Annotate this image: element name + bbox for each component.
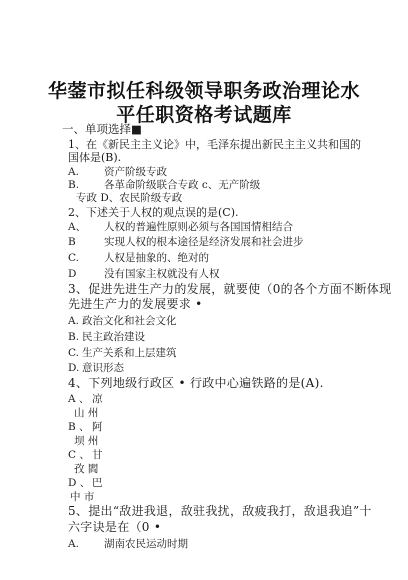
question-1-stem-line-2: 国体是(B). bbox=[68, 151, 122, 164]
question-3-option-d-letter: D. bbox=[68, 362, 80, 374]
question-3-option-d-text: 意识形态 bbox=[82, 362, 124, 374]
question-1-option-a-letter: A. bbox=[68, 166, 79, 178]
question-1-option-b-text: 各革命阶级联合专政 c、无产阶级 bbox=[104, 179, 261, 191]
question-4-stem: 4、下列地级行政区 • 行政中心遍铁路的是(A). bbox=[68, 376, 324, 390]
question-3-stem-line-1: 3、促进先进生产力的发展，就要使（0的各个方面不断体现 bbox=[68, 282, 392, 296]
question-1-option-cd-text: 专政 D、农民阶级专政 bbox=[76, 192, 183, 204]
question-2-option-d-letter: D bbox=[68, 268, 77, 280]
question-4-option-a-text-2: 山 州 bbox=[74, 407, 99, 419]
question-1-option-a-text: 资产阶级专政 bbox=[104, 166, 167, 178]
question-1-stem-line-1: 1、在《新民主主义论》中，毛泽东提出新民主主义共和国的 bbox=[68, 138, 361, 151]
question-3-option-b-letter: B. bbox=[68, 331, 80, 343]
question-5-stem-line-1: 5、提出“敌进我退，敌驻我扰，敌疲我打，敌退我追”十 bbox=[68, 504, 372, 518]
question-2-option-b-text: 实现人权的根本途径是经济发展和社会进步 bbox=[104, 236, 304, 248]
page-title-line-1: 华蓥市拟任科级领导职务政治理论水 bbox=[47, 80, 360, 102]
question-4-option-b-letter: B 、 bbox=[68, 421, 90, 433]
question-2-option-c-text: 人权是抽象的、绝对的 bbox=[104, 252, 209, 264]
question-3-option-c-letter: C. bbox=[68, 347, 79, 359]
question-2-option-c-letter: C. bbox=[68, 252, 79, 264]
question-2-option-a-letter: A、 bbox=[68, 221, 87, 233]
question-5-stem-line-2: 六字诀是在（0 • bbox=[68, 520, 162, 534]
question-4-option-c-letter: C 、 bbox=[68, 449, 90, 461]
question-3-stem-line-2: 先进生产力的发展要求 • bbox=[68, 297, 203, 311]
question-1-option-b-letter: B. bbox=[68, 179, 80, 191]
question-2-option-b-letter: B bbox=[68, 236, 76, 248]
question-3-option-b-text: 民主政治建设 bbox=[82, 331, 145, 343]
question-3-option-a-text: 政治文化和社会文化 bbox=[82, 315, 177, 327]
question-4-option-c-text-2: 孜 閻 bbox=[74, 463, 99, 475]
question-2-option-d-text: 没有国家主权就没有人权 bbox=[104, 268, 220, 280]
question-3-option-c-text: 生产关系和上层建筑 bbox=[82, 347, 177, 359]
page-title-line-2: 平任职资格考试题库 bbox=[116, 104, 292, 126]
question-4-option-b-text-2: 坝 州 bbox=[74, 435, 99, 447]
question-4-option-c-text: 甘 bbox=[92, 449, 103, 461]
question-5-option-a-letter: A. bbox=[68, 538, 79, 550]
question-4-option-b-text: 阿 bbox=[92, 421, 103, 433]
question-4-option-a-letter: A 、 bbox=[68, 393, 90, 405]
question-2-stem: 2、下述关于人权的观点误的是(C). bbox=[68, 206, 239, 219]
question-4-option-d-text: 巴 bbox=[92, 477, 103, 489]
section-heading: 一、单项选择■ bbox=[62, 122, 142, 136]
question-4-option-d-text-2: 中 市 bbox=[70, 491, 95, 503]
question-3-option-a-letter: A. bbox=[68, 315, 79, 327]
question-4-option-d-letter: D 、 bbox=[68, 477, 91, 489]
question-4-option-a-text: 凉 bbox=[92, 393, 103, 405]
question-5-option-a-text: 湖南农民运动时期 bbox=[104, 538, 188, 550]
question-2-option-a-text: 人权的普遍性原则必须与各国国情相结合 bbox=[104, 221, 293, 233]
